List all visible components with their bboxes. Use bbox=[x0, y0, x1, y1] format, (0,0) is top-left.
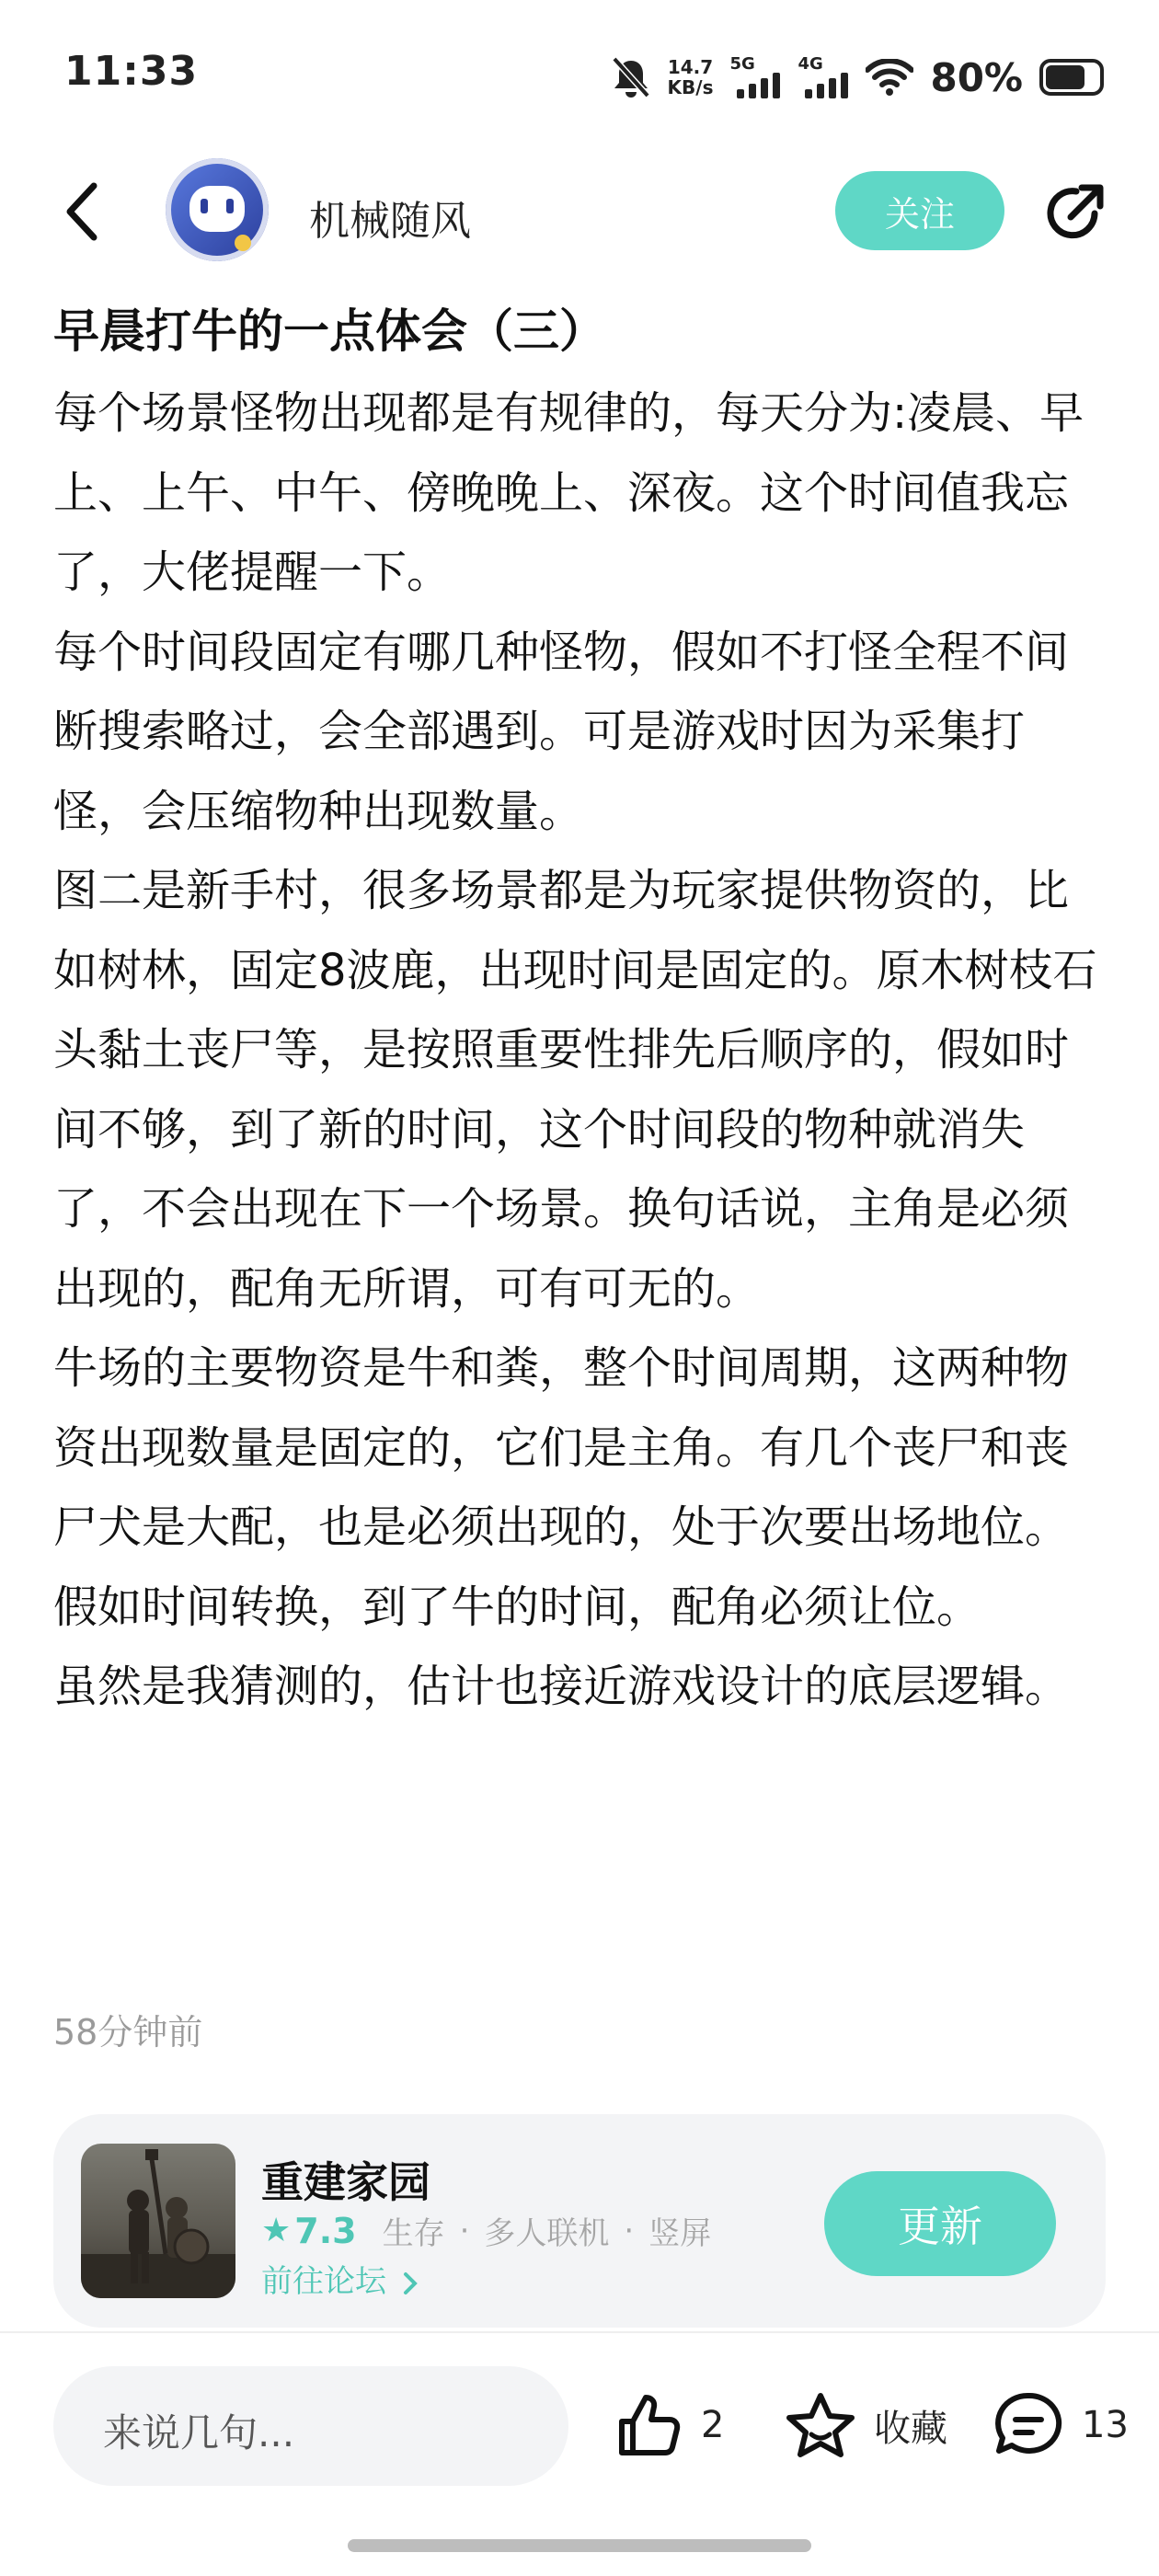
comments-button[interactable] bbox=[992, 2390, 1129, 2460]
share-button[interactable] bbox=[1039, 178, 1109, 248]
robot-avatar-icon bbox=[166, 158, 269, 261]
tag-separator: · bbox=[459, 2212, 470, 2249]
sim2-label: 4G bbox=[798, 54, 823, 74]
comment-placeholder: 来说几句... bbox=[103, 2410, 295, 2455]
update-button[interactable]: 更新 bbox=[824, 2171, 1056, 2276]
game-tag: 生存 bbox=[382, 2215, 445, 2252]
battery-icon bbox=[1039, 59, 1104, 96]
thumbs-up-icon bbox=[614, 2390, 684, 2460]
comment-bubble-icon bbox=[992, 2390, 1065, 2460]
tag-separator: · bbox=[624, 2212, 635, 2249]
game-icon[interactable] bbox=[81, 2144, 235, 2298]
author-name[interactable]: 机械随风 bbox=[309, 198, 471, 245]
game-meta bbox=[261, 2208, 711, 2253]
network-speed bbox=[668, 57, 714, 98]
post-paragraph: 每个场景怪物出现都是有规律的，每天分为:凌晨、早上、上午、中午、傍晚晚上、深夜。这个时间值我忘了，大佬提醒一下。 bbox=[53, 387, 1084, 598]
game-tag: 多人联机 bbox=[484, 2215, 610, 2252]
post-paragraph: 图二是新手村，很多场景都是为玩家提供物资的，比如树林，固定8波鹿，出现时间是固定的。原木树枝石头黏土丧尸等，是按照重要性排先后顺序的，假如时间不够，到了新的时间，这个时间段的物种就消失了，不会出现在下一个场景。换句话说，主角是必须出现的，配角无所谓，可有可无的。 bbox=[53, 865, 1097, 1315]
post-paragraph: 牛场的主要物资是牛和粪，整个时间周期，这两种物资出现数量是固定的，它们是主角。有几个丧尸和丧尸犬是大配，也是必须出现的，处于次要出场地位。假如时间转换，到了牛的时间，配角必须让位。 bbox=[53, 1342, 1070, 1633]
post-title: 早晨打牛的一点体会（三） bbox=[53, 305, 605, 358]
follow-button[interactable]: 关注 bbox=[835, 171, 1004, 250]
like-count: 2 bbox=[701, 2404, 725, 2446]
signal-5g-icon bbox=[729, 54, 781, 100]
game-name[interactable]: 重建家园 bbox=[261, 2157, 430, 2207]
mute-bell-icon bbox=[611, 55, 651, 99]
home-indicator[interactable] bbox=[348, 2539, 811, 2552]
network-speed-unit: KB/s bbox=[667, 76, 714, 98]
game-rating: 7.3 bbox=[294, 2210, 357, 2251]
game-tag: 竖屏 bbox=[648, 2215, 712, 2252]
wifi-icon bbox=[866, 59, 913, 96]
comment-input[interactable] bbox=[53, 2366, 568, 2486]
favorite-label: 收藏 bbox=[874, 2407, 947, 2450]
post-time: 58分钟前 bbox=[53, 2012, 203, 2053]
battery-percent: 80% bbox=[930, 54, 1023, 100]
warriors-artwork-icon bbox=[81, 2144, 235, 2298]
back-button[interactable] bbox=[55, 175, 110, 248]
like-button[interactable] bbox=[614, 2390, 724, 2460]
chevron-left-icon bbox=[55, 175, 110, 248]
signal-4g-icon bbox=[798, 54, 849, 100]
bottom-divider bbox=[0, 2331, 1159, 2333]
status-icons bbox=[611, 50, 1104, 105]
favorite-button[interactable] bbox=[784, 2390, 947, 2460]
forum-link[interactable] bbox=[261, 2256, 420, 2301]
chevron-right-icon bbox=[400, 2271, 420, 2296]
forum-link-label: 前往论坛 bbox=[261, 2263, 386, 2300]
share-icon bbox=[1039, 178, 1109, 248]
star-outline-icon bbox=[784, 2390, 857, 2460]
post-paragraph: 每个时间段固定有哪几种怪物，假如不打怪全程不间断搜索略过，会全部遇到。可是游戏时因为采集打怪，会压缩物种出现数量。 bbox=[53, 626, 1070, 837]
status-time: 11:33 bbox=[64, 48, 199, 95]
network-speed-value: 14.7 bbox=[667, 56, 714, 78]
comment-count: 13 bbox=[1082, 2404, 1129, 2446]
post-paragraph: 虽然是我猜测的，估计也接近游戏设计的底层逻辑。 bbox=[53, 1661, 1070, 1712]
sim1-label: 5G bbox=[729, 54, 755, 74]
star-icon: ★ bbox=[261, 2212, 292, 2249]
author-avatar[interactable] bbox=[166, 158, 269, 261]
post-body bbox=[53, 374, 1111, 1727]
